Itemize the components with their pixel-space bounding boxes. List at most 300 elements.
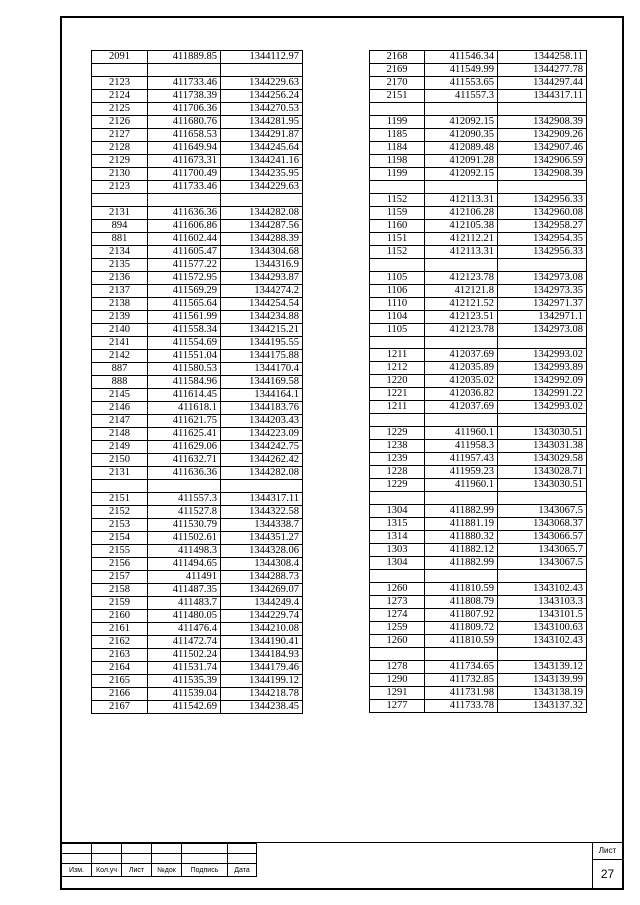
x-coordinate-cell: 411476.4 xyxy=(148,622,221,635)
y-coordinate-cell xyxy=(498,570,587,583)
point-number-cell: 1221 xyxy=(370,388,425,401)
x-coordinate-cell: 411472.74 xyxy=(148,635,221,648)
point-number-cell: 2123 xyxy=(92,180,148,193)
table-row xyxy=(92,466,303,479)
table-row xyxy=(92,427,303,440)
point-number-cell: 2159 xyxy=(92,596,148,609)
x-coordinate-cell: 411632.71 xyxy=(148,453,221,466)
y-coordinate-cell: 1344235.95 xyxy=(221,167,303,180)
x-coordinate-cell: 411889.85 xyxy=(148,51,221,64)
y-coordinate-cell: 1342908.39 xyxy=(498,115,587,128)
table-row xyxy=(92,219,303,232)
point-number-cell xyxy=(92,193,148,206)
x-coordinate-cell xyxy=(425,103,498,116)
x-coordinate-cell: 412035.02 xyxy=(425,375,498,388)
y-coordinate-cell: 1344229.63 xyxy=(221,76,303,89)
x-coordinate-cell: 411498.3 xyxy=(148,544,221,557)
table-row xyxy=(370,219,587,232)
y-coordinate-cell: 1344304.68 xyxy=(221,245,303,258)
point-number-cell: 1110 xyxy=(370,297,425,310)
x-coordinate-cell: 411636.36 xyxy=(148,466,221,479)
table-row xyxy=(92,700,303,713)
y-coordinate-cell: 1342956.33 xyxy=(498,193,587,206)
table-row xyxy=(92,271,303,284)
table-row xyxy=(370,544,587,557)
x-coordinate-cell: 411958.3 xyxy=(425,440,498,453)
table-row xyxy=(92,284,303,297)
table-row xyxy=(92,674,303,687)
x-coordinate-cell: 411584.96 xyxy=(148,375,221,388)
table-row xyxy=(370,206,587,219)
point-number-cell: 1229 xyxy=(370,427,425,440)
point-number-cell: 2091 xyxy=(92,51,148,64)
y-coordinate-cell: 1344297.44 xyxy=(498,77,587,90)
table-row xyxy=(370,141,587,154)
x-coordinate-cell: 411808.79 xyxy=(425,595,498,608)
table-row xyxy=(92,362,303,375)
point-number-cell: 2151 xyxy=(92,492,148,505)
point-number-cell: 2154 xyxy=(92,531,148,544)
point-number-cell: 1160 xyxy=(370,219,425,232)
point-number-cell xyxy=(370,647,425,660)
point-number-cell: 2155 xyxy=(92,544,148,557)
table-row xyxy=(370,284,587,297)
table-row xyxy=(92,102,303,115)
point-number-cell: 2136 xyxy=(92,271,148,284)
point-number-cell: 2150 xyxy=(92,453,148,466)
x-coordinate-cell: 412089.48 xyxy=(425,141,498,154)
point-number-cell: 1199 xyxy=(370,115,425,128)
y-coordinate-cell: 1344184.93 xyxy=(221,648,303,661)
table-row xyxy=(370,686,587,699)
x-coordinate-cell: 411561.99 xyxy=(148,310,221,323)
y-coordinate-cell: 1344262.42 xyxy=(221,453,303,466)
table-row xyxy=(370,595,587,608)
table-row xyxy=(370,232,587,245)
table-row xyxy=(370,297,587,310)
point-number-cell xyxy=(92,479,148,492)
table-row xyxy=(92,557,303,570)
table-row xyxy=(92,518,303,531)
table-row xyxy=(370,401,587,414)
table-row xyxy=(370,479,587,492)
x-coordinate-cell: 411700.49 xyxy=(148,167,221,180)
coordinates-table-right xyxy=(369,50,587,713)
y-coordinate-cell: 1344308.4 xyxy=(221,557,303,570)
point-number-cell xyxy=(370,336,425,349)
table-row xyxy=(92,440,303,453)
point-number-cell: 1238 xyxy=(370,440,425,453)
point-number-cell: 1239 xyxy=(370,453,425,466)
y-coordinate-cell: 1344210.08 xyxy=(221,622,303,635)
point-number-cell: 2158 xyxy=(92,583,148,596)
x-coordinate-cell: 411658.53 xyxy=(148,128,221,141)
table-row xyxy=(92,310,303,323)
point-number-cell xyxy=(370,103,425,116)
point-number-cell: 2146 xyxy=(92,401,148,414)
y-coordinate-cell: 1344258.11 xyxy=(498,51,587,64)
table-row xyxy=(92,596,303,609)
point-number-cell: 894 xyxy=(92,219,148,232)
point-number-cell: 2134 xyxy=(92,245,148,258)
y-coordinate-cell: 1344238.45 xyxy=(221,700,303,713)
table-row xyxy=(92,232,303,245)
y-coordinate-cell: 1344338.7 xyxy=(221,518,303,531)
table-row xyxy=(370,557,587,570)
y-coordinate-cell: 1344229.74 xyxy=(221,609,303,622)
point-number-cell: 2141 xyxy=(92,336,148,349)
table-row xyxy=(92,661,303,674)
x-coordinate-cell: 411731.98 xyxy=(425,686,498,699)
x-coordinate-cell: 411614.45 xyxy=(148,388,221,401)
table-row xyxy=(92,323,303,336)
table-row xyxy=(92,583,303,596)
point-number-cell: 2148 xyxy=(92,427,148,440)
x-coordinate-cell xyxy=(425,336,498,349)
point-number-cell: 1291 xyxy=(370,686,425,699)
y-coordinate-cell: 1342971.1 xyxy=(498,310,587,323)
y-coordinate-cell: 1343029.58 xyxy=(498,453,587,466)
point-number-cell xyxy=(370,570,425,583)
x-coordinate-cell: 411733.46 xyxy=(148,180,221,193)
table-row xyxy=(370,647,587,660)
table-row xyxy=(92,492,303,505)
table-row xyxy=(370,154,587,167)
x-coordinate-cell: 411959.23 xyxy=(425,466,498,479)
point-number-cell xyxy=(370,492,425,505)
y-coordinate-cell xyxy=(498,414,587,427)
table-row xyxy=(370,245,587,258)
x-coordinate-cell: 411625.41 xyxy=(148,427,221,440)
y-coordinate-cell xyxy=(498,647,587,660)
x-coordinate-cell: 412092.15 xyxy=(425,167,498,180)
point-number-cell: 2131 xyxy=(92,206,148,219)
y-coordinate-cell: 1343066.57 xyxy=(498,531,587,544)
x-coordinate-cell: 411810.59 xyxy=(425,582,498,595)
y-coordinate-cell: 1344317.11 xyxy=(498,90,587,103)
x-coordinate-cell: 412123.51 xyxy=(425,310,498,323)
table-row xyxy=(370,660,587,673)
point-number-cell: 1259 xyxy=(370,621,425,634)
x-coordinate-cell: 412106.28 xyxy=(425,206,498,219)
x-coordinate-cell: 411487.35 xyxy=(148,583,221,596)
x-coordinate-cell: 411960.1 xyxy=(425,479,498,492)
x-coordinate-cell: 412105.38 xyxy=(425,219,498,232)
x-coordinate-cell: 411557.3 xyxy=(148,492,221,505)
table-row xyxy=(370,64,587,77)
point-number-cell: 2162 xyxy=(92,635,148,648)
point-number-cell: 1211 xyxy=(370,349,425,362)
y-coordinate-cell: 1344175.88 xyxy=(221,349,303,362)
x-coordinate-cell: 411502.24 xyxy=(148,648,221,661)
table-row xyxy=(370,271,587,284)
x-coordinate-cell: 411618.1 xyxy=(148,401,221,414)
x-coordinate-cell xyxy=(148,479,221,492)
table-row xyxy=(92,154,303,167)
y-coordinate-cell: 1342909.26 xyxy=(498,128,587,141)
point-number-cell: 2127 xyxy=(92,128,148,141)
y-coordinate-cell: 1344242.75 xyxy=(221,440,303,453)
x-coordinate-cell: 411546.34 xyxy=(425,51,498,64)
point-number-cell: 1105 xyxy=(370,323,425,336)
point-number-cell: 1314 xyxy=(370,531,425,544)
point-number-cell: 1304 xyxy=(370,505,425,518)
coordinates-table-left xyxy=(91,50,303,714)
table-row xyxy=(92,414,303,427)
x-coordinate-cell: 412092.15 xyxy=(425,115,498,128)
table-row xyxy=(92,193,303,206)
table-row xyxy=(92,388,303,401)
x-coordinate-cell: 411557.3 xyxy=(425,90,498,103)
y-coordinate-cell: 1342973.35 xyxy=(498,284,587,297)
point-number-cell: 1278 xyxy=(370,660,425,673)
table-row xyxy=(370,621,587,634)
point-number-cell: 2138 xyxy=(92,297,148,310)
x-coordinate-cell: 412037.69 xyxy=(425,401,498,414)
y-coordinate-cell: 1343068.37 xyxy=(498,518,587,531)
x-coordinate-cell: 411572.95 xyxy=(148,271,221,284)
point-number-cell: 2170 xyxy=(370,77,425,90)
point-number-cell: 2164 xyxy=(92,661,148,674)
point-number-cell: 2125 xyxy=(92,102,148,115)
table-row xyxy=(92,375,303,388)
table-row xyxy=(92,245,303,258)
table-row xyxy=(370,180,587,193)
table-row xyxy=(92,115,303,128)
y-coordinate-cell: 1344164.1 xyxy=(221,388,303,401)
table-row xyxy=(92,128,303,141)
x-coordinate-cell: 411880.32 xyxy=(425,531,498,544)
x-coordinate-cell: 412121.52 xyxy=(425,297,498,310)
table-row xyxy=(92,635,303,648)
table-row xyxy=(92,64,303,77)
y-coordinate-cell: 1342992.09 xyxy=(498,375,587,388)
x-coordinate-cell: 411960.1 xyxy=(425,427,498,440)
table-row xyxy=(92,76,303,89)
point-number-cell: 2135 xyxy=(92,258,148,271)
y-coordinate-cell xyxy=(221,64,303,77)
point-number-cell: 2145 xyxy=(92,388,148,401)
point-number-cell: 887 xyxy=(92,362,148,375)
table-row xyxy=(92,89,303,102)
x-coordinate-cell: 411649.94 xyxy=(148,141,221,154)
x-coordinate-cell: 412121.8 xyxy=(425,284,498,297)
x-coordinate-cell: 411539.04 xyxy=(148,687,221,700)
y-coordinate-cell: 1343100.63 xyxy=(498,621,587,634)
table-row xyxy=(92,336,303,349)
y-coordinate-cell: 1342956.33 xyxy=(498,245,587,258)
table-row xyxy=(370,518,587,531)
x-coordinate-cell: 411502.61 xyxy=(148,531,221,544)
point-number-cell: 1151 xyxy=(370,232,425,245)
x-coordinate-cell xyxy=(425,647,498,660)
x-coordinate-cell: 411602.44 xyxy=(148,232,221,245)
point-number-cell: 2123 xyxy=(92,76,148,89)
table-row xyxy=(370,258,587,271)
table-row xyxy=(370,608,587,621)
y-coordinate-cell: 1342954.35 xyxy=(498,232,587,245)
table-row xyxy=(370,336,587,349)
revision-grid xyxy=(61,843,257,877)
x-coordinate-cell: 411554.69 xyxy=(148,336,221,349)
table-row xyxy=(370,427,587,440)
sheet-box xyxy=(592,843,622,888)
point-number-cell: 1159 xyxy=(370,206,425,219)
table-row xyxy=(370,634,587,647)
y-coordinate-cell xyxy=(221,193,303,206)
y-coordinate-cell xyxy=(498,180,587,193)
point-number-cell: 1304 xyxy=(370,557,425,570)
table-row xyxy=(92,206,303,219)
point-number-cell: 1152 xyxy=(370,193,425,206)
table-row xyxy=(370,90,587,103)
y-coordinate-cell: 1344223.09 xyxy=(221,427,303,440)
label-signature: Подпись xyxy=(182,864,228,877)
table-row xyxy=(92,297,303,310)
y-coordinate-cell: 1343138.19 xyxy=(498,686,587,699)
point-number-cell: 1184 xyxy=(370,141,425,154)
table-row xyxy=(370,310,587,323)
y-coordinate-cell: 1344170.4 xyxy=(221,362,303,375)
point-number-cell: 1277 xyxy=(370,699,425,712)
x-coordinate-cell: 411542.69 xyxy=(148,700,221,713)
table-row xyxy=(92,167,303,180)
table-row xyxy=(370,453,587,466)
x-coordinate-cell: 411558.34 xyxy=(148,323,221,336)
table-row xyxy=(370,362,587,375)
point-number-cell: 1274 xyxy=(370,608,425,621)
y-coordinate-cell: 1344351.27 xyxy=(221,531,303,544)
point-number-cell: 2147 xyxy=(92,414,148,427)
table-row xyxy=(92,570,303,583)
y-coordinate-cell: 1344277.78 xyxy=(498,64,587,77)
table-row xyxy=(92,544,303,557)
title-block xyxy=(61,842,622,888)
y-coordinate-cell: 1343139.99 xyxy=(498,673,587,686)
y-coordinate-cell: 1344215.21 xyxy=(221,323,303,336)
point-number-cell: 2124 xyxy=(92,89,148,102)
x-coordinate-cell: 411569.29 xyxy=(148,284,221,297)
x-coordinate-cell: 412036.82 xyxy=(425,388,498,401)
point-number-cell: 1273 xyxy=(370,595,425,608)
x-coordinate-cell: 411738.39 xyxy=(148,89,221,102)
y-coordinate-cell: 1344112.97 xyxy=(221,51,303,64)
y-coordinate-cell: 1344328.06 xyxy=(221,544,303,557)
y-coordinate-cell: 1344183.76 xyxy=(221,401,303,414)
point-number-cell: 2142 xyxy=(92,349,148,362)
table-row xyxy=(92,141,303,154)
table-row xyxy=(370,440,587,453)
y-coordinate-cell: 1344234.88 xyxy=(221,310,303,323)
point-number-cell: 2160 xyxy=(92,609,148,622)
y-coordinate-cell: 1343102.43 xyxy=(498,582,587,595)
y-coordinate-cell xyxy=(498,336,587,349)
point-number-cell: 888 xyxy=(92,375,148,388)
table-row xyxy=(370,699,587,712)
y-coordinate-cell: 1344199.12 xyxy=(221,674,303,687)
point-number-cell: 1106 xyxy=(370,284,425,297)
x-coordinate-cell: 412035.89 xyxy=(425,362,498,375)
x-coordinate-cell xyxy=(425,492,498,505)
sheet-label: Лист xyxy=(593,843,622,860)
point-number-cell: 1220 xyxy=(370,375,425,388)
point-number-cell: 1290 xyxy=(370,673,425,686)
sheet-number: 27 xyxy=(600,867,615,881)
point-number-cell: 1303 xyxy=(370,544,425,557)
table-row xyxy=(370,582,587,595)
y-coordinate-cell: 1343101.5 xyxy=(498,608,587,621)
y-coordinate-cell: 1344241.16 xyxy=(221,154,303,167)
point-number-cell: 881 xyxy=(92,232,148,245)
table-row xyxy=(370,167,587,180)
x-coordinate-cell: 412090.35 xyxy=(425,128,498,141)
label-sheet: Лист xyxy=(122,864,152,877)
x-coordinate-cell: 411809.72 xyxy=(425,621,498,634)
point-number-cell: 2137 xyxy=(92,284,148,297)
y-coordinate-cell: 1344169.58 xyxy=(221,375,303,388)
y-coordinate-cell: 1344291.87 xyxy=(221,128,303,141)
y-coordinate-cell: 1344256.24 xyxy=(221,89,303,102)
y-coordinate-cell: 1344282.08 xyxy=(221,466,303,479)
table-row xyxy=(92,622,303,635)
y-coordinate-cell: 1342958.27 xyxy=(498,219,587,232)
y-coordinate-cell: 1342991.22 xyxy=(498,388,587,401)
table-row xyxy=(92,180,303,193)
label-quantity: Кол.уч xyxy=(92,864,122,877)
x-coordinate-cell xyxy=(425,570,498,583)
x-coordinate-cell: 411549.99 xyxy=(425,64,498,77)
table-row xyxy=(370,531,587,544)
table-row xyxy=(370,375,587,388)
point-number-cell: 2169 xyxy=(370,64,425,77)
y-coordinate-cell: 1344270.53 xyxy=(221,102,303,115)
table-row xyxy=(370,466,587,479)
y-coordinate-cell: 1344195.55 xyxy=(221,336,303,349)
x-coordinate-cell: 411807.92 xyxy=(425,608,498,621)
x-coordinate-cell: 411553.65 xyxy=(425,77,498,90)
point-number-cell: 1228 xyxy=(370,466,425,479)
y-coordinate-cell: 1342973.08 xyxy=(498,271,587,284)
y-coordinate-cell: 1343067.5 xyxy=(498,557,587,570)
x-coordinate-cell xyxy=(148,193,221,206)
y-coordinate-cell xyxy=(498,103,587,116)
y-coordinate-cell: 1343031.38 xyxy=(498,440,587,453)
x-coordinate-cell: 411810.59 xyxy=(425,634,498,647)
x-coordinate-cell: 411882.99 xyxy=(425,557,498,570)
y-coordinate-cell: 1342973.08 xyxy=(498,323,587,336)
y-coordinate-cell: 1342908.39 xyxy=(498,167,587,180)
point-number-cell: 1104 xyxy=(370,310,425,323)
table-row xyxy=(92,609,303,622)
x-coordinate-cell: 411530.79 xyxy=(148,518,221,531)
table-row xyxy=(370,570,587,583)
x-coordinate-cell: 411957.43 xyxy=(425,453,498,466)
table-row xyxy=(92,531,303,544)
y-coordinate-cell: 1342993.02 xyxy=(498,349,587,362)
x-coordinate-cell: 411551.04 xyxy=(148,349,221,362)
x-coordinate-cell: 411605.47 xyxy=(148,245,221,258)
x-coordinate-cell: 411636.36 xyxy=(148,206,221,219)
label-doc-number: №док xyxy=(152,864,182,877)
y-coordinate-cell: 1344316.9 xyxy=(221,258,303,271)
x-coordinate-cell: 411480.05 xyxy=(148,609,221,622)
table-row xyxy=(92,505,303,518)
x-coordinate-cell: 411483.7 xyxy=(148,596,221,609)
point-number-cell: 2165 xyxy=(92,674,148,687)
y-coordinate-cell: 1344254.54 xyxy=(221,297,303,310)
point-number-cell: 1198 xyxy=(370,154,425,167)
x-coordinate-cell: 411732.85 xyxy=(425,673,498,686)
